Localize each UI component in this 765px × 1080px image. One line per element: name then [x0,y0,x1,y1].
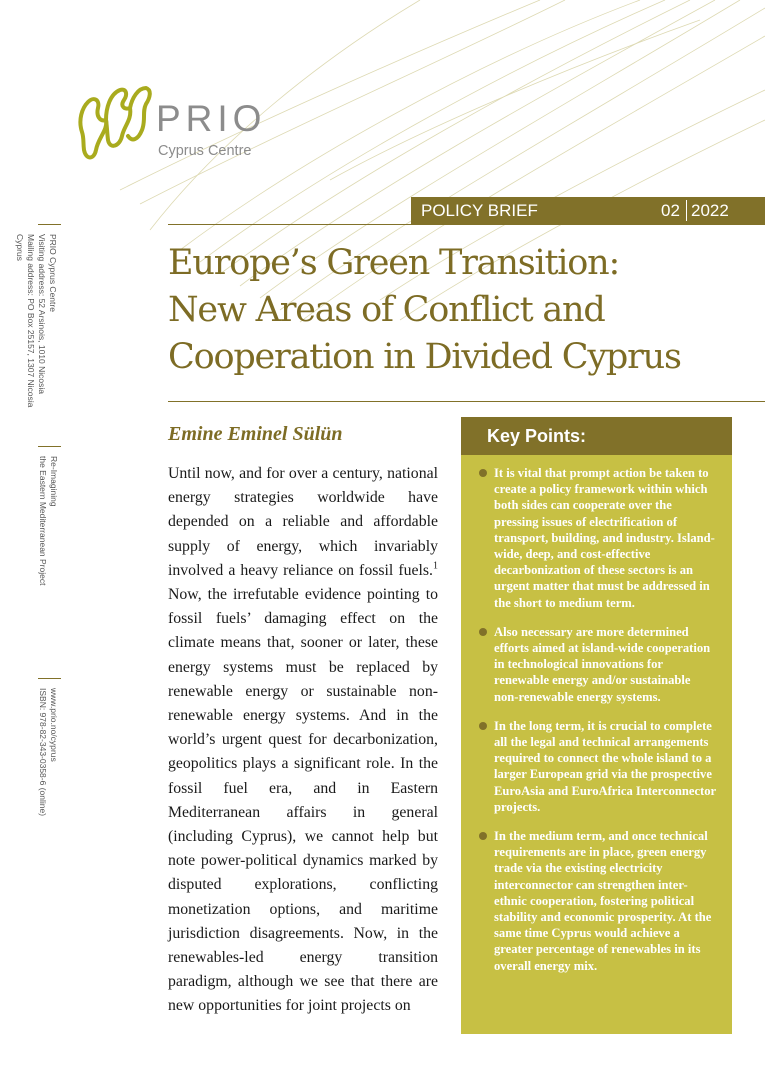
sidebar-project [37,456,59,585]
sidebar-rule [38,678,61,679]
key-point-item [479,718,718,815]
title-line: Europe’s Green Transition: [168,243,620,283]
prio-logo [76,80,266,166]
web-link[interactable]: www.prio.no/cyprus [49,688,59,762]
brief-label: POLICY BRIEF [421,201,538,220]
project-line: the Eastern Mediterranean Project [38,456,48,586]
title-line: New Areas of Conflict and [168,290,605,330]
body-paragraph-continued: Now, the irrefutable evidence pointing to fossil fuels’ damaging effect on the climate means that, sooner or later, these energy systems must be replaced by renewable energy or sustainable non-renewable energy systems. And in the world’s urgent quest for decarbonization, geopolitics plays a significant role. In the fossil fuel era, and in Eastern Mediterranean affairs in general (including Cyprus), we cannot help but note power-political dynamics marked by disputed explorations, conflicting monetization options, and maritime jurisdiction disagreements. Now, in the renewables-led energy transition paradigm, although we see that there are new opportunities for joint projects on [168,586,438,1015]
address-line: Mailing address: PO Box 25157, 1307 Nicosia [26,234,36,408]
key-point-text: In the medium term, and once technical requirements are in place, green energy trade via the existing electricity interconnector can strengthen inter-ethnic cooperation, fostering political stability and economic prosperity. At the same time Cyprus would achieve a greater percentage of renewables in its overall energy mix. [494,829,712,973]
prio-figures-icon [76,80,154,166]
body-paragraph: Until now, and for over a century, national energy strategies worldwide have depended on a reliable and affordable supply of energy, which invariably involved a heavy reliance on fossil fuels. [168,465,438,579]
key-point-item [479,624,718,705]
author-name: Emine Eminel Sülün [168,423,343,445]
key-point-item [479,465,718,611]
key-points-heading: Key Points: [487,426,587,446]
bullet-icon [479,722,487,730]
project-line: Re-Imagining [49,456,59,507]
brief-year: 2022 [691,201,729,220]
isbn: ISBN: 978-82-343-0358-6 (online) [38,688,48,817]
sidebar-rule [38,446,61,447]
key-points-header [461,417,732,455]
key-point-text: In the long term, it is crucial to complete all the legal and technical arrangements required to connect the whole island to a larger European grid via the prospective EuroAsia and EuroAfrica Interconnector projects. [494,718,716,814]
title-line: Cooperation in Divided Cyprus [168,337,681,377]
logo-wordmark: PRIO [156,98,267,139]
title-bottom-rule [168,401,765,402]
address-line: Cyprus [15,234,25,261]
logo-subtitle: Cyprus Centre [158,143,252,159]
bullet-icon [479,469,487,477]
sidebar-web [37,688,59,816]
policy-brief-bar [411,197,765,224]
key-point-text: It is vital that prompt action be taken to create a policy framework within which both sides can cooperate over the pressing issues of electrification of transport, building, and industry. Island-wide, deep, and cost-effective decarbonization of these sectors is an urgent matter that must be addressed in the short to medium term. [494,466,715,610]
brief-separator [686,200,687,221]
sidebar-rule [38,224,61,225]
title-top-rule [168,224,765,225]
body-text [168,462,438,1019]
key-point-item [479,828,718,974]
bullet-icon [479,832,487,840]
address-line: Visiting address: 52 Arsinois, 1010 Nicosia [37,234,47,395]
address-line: PRIO Cyprus Centre [48,234,58,312]
footnote-ref[interactable]: 1 [433,560,438,572]
brief-number: 02 [661,201,680,220]
bullet-icon [479,628,487,636]
key-points-box [461,455,732,1034]
page-title [168,240,758,381]
key-point-text: Also necessary are more determined efforts aimed at island-wide cooperation in technological innovations for renewable energy and/or sustainable non-renewable energy systems. [494,624,711,704]
sidebar-address [14,234,58,407]
